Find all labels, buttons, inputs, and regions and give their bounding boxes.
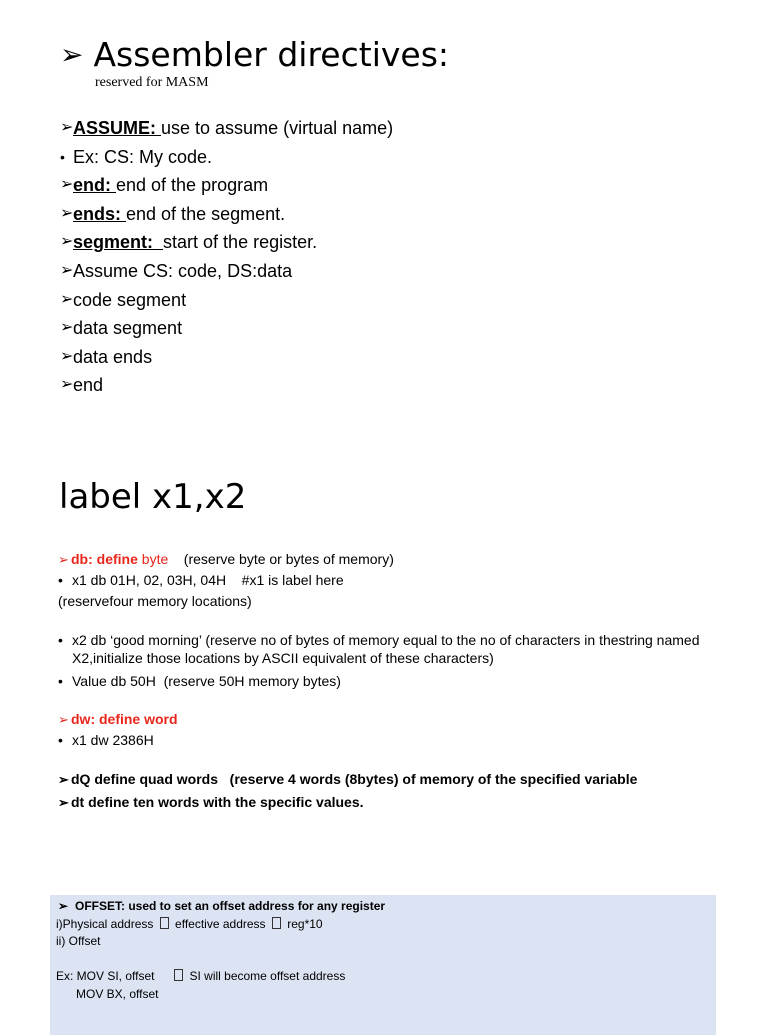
directive-keyword: segment: [73, 232, 164, 253]
directive-text: code segment [73, 289, 187, 310]
bullet-dot-icon: • [60, 148, 65, 165]
directives-list [60, 114, 393, 400]
directive-text: end of the program [116, 175, 269, 196]
offset-example-2: MOV BX, offset [56, 986, 159, 1001]
db-note: (reservefour memory locations) [58, 592, 252, 609]
dt-line [58, 791, 718, 814]
list-item [60, 371, 393, 400]
subtitle: reserved for MASM [95, 75, 209, 90]
list-item [60, 343, 393, 372]
offset-title-row [56, 898, 710, 916]
db-title: db: define [71, 551, 138, 567]
arrow-icon [272, 917, 281, 929]
directive-text: end of the segment. [126, 203, 286, 224]
list-item [60, 171, 393, 200]
arrow-bullet-icon: ➢ [60, 347, 74, 365]
dt-text: dt define ten words with the specific values. [71, 793, 364, 810]
section-heading: label x1,x2 [59, 477, 247, 517]
list-item [58, 731, 718, 750]
arrow-bullet-icon: ➢ [58, 552, 69, 567]
list-item [60, 314, 393, 343]
directive-keyword: ends: [73, 203, 127, 224]
list-item [58, 672, 718, 691]
page-title [60, 34, 449, 76]
arrow-bullet-icon: ➢ [60, 204, 74, 222]
bullet-dot-icon: • [58, 572, 63, 588]
directive-text: end [73, 375, 104, 396]
dq-text: dQ define quad words (reserve 4 words (8bytes) of memory of the specified variable [71, 770, 638, 787]
bullet-dot-icon: • [58, 732, 63, 748]
directive-keyword: end: [73, 175, 116, 196]
arrow-bullet-icon: ➢ [60, 319, 74, 337]
arrow-icon [174, 969, 183, 981]
offset-line-2: ii) Offset [56, 934, 101, 948]
list-item [60, 114, 393, 143]
arrow-bullet-icon: ➢ [58, 794, 69, 810]
arrow-bullet-icon: ➢ [60, 119, 74, 136]
arrow-bullet-icon: ➢ [60, 290, 74, 308]
list-item [60, 286, 393, 315]
define-directives-section [58, 548, 718, 814]
arrow-bullet-icon: ➢ [60, 233, 74, 251]
dq-line [58, 768, 718, 791]
db-example-1: x1 db 01H, 02, 03H, 04H #x1 is label here [72, 572, 344, 588]
arrow-icon [160, 917, 169, 929]
directive-text: use to assume (virtual name) [161, 118, 394, 138]
offset-example-1a: Ex: MOV SI, offset [56, 969, 172, 983]
offset-title: OFFSET: used to set an offset address for any register [75, 899, 386, 913]
db-desc: (reserve byte or bytes of memory) [168, 551, 394, 567]
offset-example-1b: SI will become offset address [186, 969, 346, 983]
list-item [60, 228, 393, 257]
directive-text: Assume CS: code, DS:data [73, 260, 293, 281]
list-item [60, 200, 393, 229]
directive-text: Ex: CS: My code. [73, 146, 213, 167]
bullet-dot-icon: • [58, 631, 63, 648]
dw-heading [58, 708, 718, 731]
db-example-3: Value db 50H (reserve 50H memory bytes) [72, 672, 341, 689]
arrow-bullet-icon: ➢ [60, 38, 84, 71]
arrow-bullet-icon: ➢ [60, 261, 74, 279]
offset-box [50, 895, 716, 1035]
directive-keyword: ASSUME: [73, 118, 162, 138]
offset-line-1 [56, 916, 710, 934]
arrow-bullet-icon: ➢ [58, 771, 69, 787]
dw-example: x1 dw 2386H [72, 732, 154, 748]
arrow-bullet-icon: ➢ [60, 176, 74, 194]
list-item [60, 257, 393, 286]
list-item [60, 143, 393, 172]
db-title-rest: byte [137, 551, 169, 567]
arrow-bullet-icon: ➢ [58, 899, 69, 913]
list-item [58, 571, 718, 590]
offset-line-1a: i)Physical address [56, 916, 157, 931]
db-example-2: x2 db ‘good morning’ (reserve no of bytes of memory equal to the no of characters in thestring named X2,initialize those locations by ASCII equivalent of these characters) [72, 631, 700, 666]
db-heading [58, 548, 718, 571]
directive-text: start of the register. [163, 232, 318, 253]
offset-line-1c: reg*10 [283, 916, 323, 931]
offset-line-1b: effective address [171, 916, 269, 931]
directive-text: data segment [73, 318, 183, 339]
title-text: Assembler directives: [93, 35, 450, 74]
list-item [58, 631, 718, 668]
arrow-bullet-icon: ➢ [60, 376, 74, 394]
offset-example-1 [56, 968, 710, 986]
dw-title: dw: define word [71, 711, 178, 727]
directive-text: data ends [73, 346, 153, 367]
arrow-bullet-icon: ➢ [58, 712, 69, 727]
bullet-dot-icon: • [58, 672, 63, 689]
